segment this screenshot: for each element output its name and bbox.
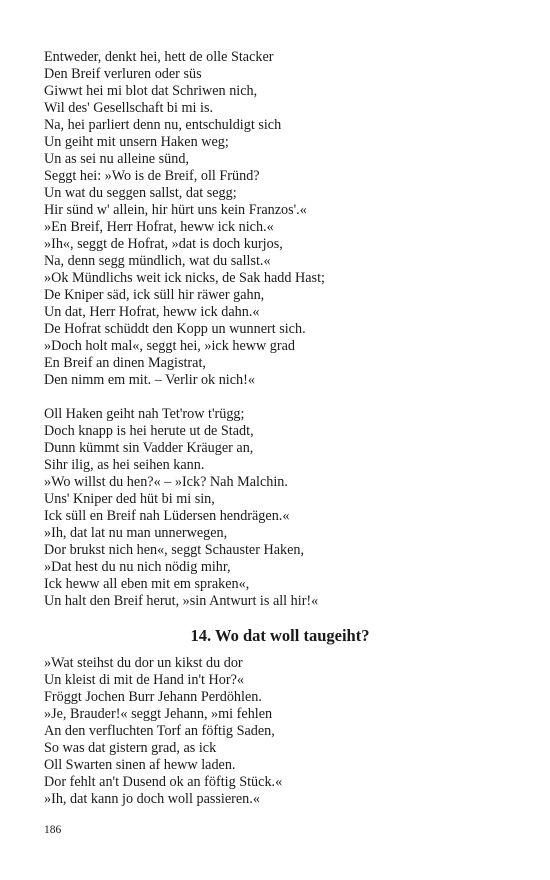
verse-line: »Doch holt mal«, seggt hei, »ick heww grad bbox=[44, 338, 295, 354]
stanza-gap bbox=[44, 389, 514, 406]
verse-line: Ick süll en Breif nah Lüdersen hendrägen.« bbox=[44, 508, 290, 524]
verse-line: »Ih«, seggt de Hofrat, »dat is doch kurjos, bbox=[44, 236, 283, 252]
verse-line: »Wo willst du hen?« – »Ick? Nah Malchin. bbox=[44, 474, 288, 490]
verse-line: Entweder, denkt hei, hett de olle Stacker bbox=[44, 49, 274, 65]
verse-line: Seggt hei: »Wo is de Breif, oll Fründ? bbox=[44, 168, 260, 184]
verse-line: Den nimm em mit. – Verlir ok nich!« bbox=[44, 372, 255, 388]
verse-line: »En Breif, Herr Hofrat, heww ick nich.« bbox=[44, 219, 274, 235]
verse-line: Dor fehlt an't Dusend ok an föftig Stück.« bbox=[44, 774, 283, 790]
verse-line: Oll Haken geiht nah Tet'row t'rügg; bbox=[44, 406, 245, 422]
verse-line: »Wat steihst du dor un kikst du dor bbox=[44, 655, 243, 671]
verse-line: Wil des' Gesellschaft bi mi is. bbox=[44, 100, 214, 116]
verse-line: Sihr ilig, as hei seihen kann. bbox=[44, 457, 205, 473]
verse-line: De Kniper säd, ick süll hir räwer gahn, bbox=[44, 287, 265, 303]
verse-line: »Je, Brauder!« seggt Jehann, »mi fehlen bbox=[44, 706, 273, 722]
verse-line: Un dat, Herr Hofrat, heww ick dahn.« bbox=[44, 304, 260, 320]
verse-line: Giwwt hei mi blot dat Schriwen nich, bbox=[44, 83, 258, 99]
verse-line: Un wat du seggen sallst, dat segg; bbox=[44, 185, 237, 201]
verse-line: »Ih, dat kann jo doch woll passieren.« bbox=[44, 791, 260, 807]
verse-line: De Hofrat schüddt den Kopp un wunnert sich. bbox=[44, 321, 306, 337]
verse-line: So was dat gistern grad, as ick bbox=[44, 740, 217, 756]
verse-line: Oll Swarten sinen af heww laden. bbox=[44, 757, 236, 773]
verse-line: En Breif an dinen Magistrat, bbox=[44, 355, 206, 371]
page-number: 186 bbox=[44, 824, 62, 836]
stanza-3 bbox=[44, 655, 514, 808]
verse-line: Ick heww all eben mit em spraken«, bbox=[44, 576, 250, 592]
verse-line: Dunn kümmt sin Vadder Kräuger an, bbox=[44, 440, 254, 456]
verse-line: Na, denn segg mündlich, wat du sallst.« bbox=[44, 253, 271, 269]
verse-line: Dor brukst nich hen«, seggt Schauster Haken, bbox=[44, 542, 305, 558]
verse-line: Un kleist di mit de Hand in't Hor?« bbox=[44, 672, 244, 688]
verse-line: Na, hei parliert denn nu, entschuldigt sich bbox=[44, 117, 282, 133]
verse-line: Un geiht mit unsern Haken weg; bbox=[44, 134, 229, 150]
stanza-2 bbox=[44, 406, 514, 610]
stanza-1 bbox=[44, 49, 514, 389]
verse-line: Uns' Kniper ded hüt bi mi sin, bbox=[44, 491, 215, 507]
section-heading: 14. Wo dat woll taugeiht? bbox=[190, 626, 370, 645]
verse-line: »Dat hest du nu nich nödig mihr, bbox=[44, 559, 231, 575]
verse-line: Den Breif verluren oder süs bbox=[44, 66, 202, 82]
verse-line: An den verfluchten Torf an föftig Saden, bbox=[44, 723, 275, 739]
verse-line: Doch knapp is hei herute ut de Stadt, bbox=[44, 423, 254, 439]
verse-line: Un halt den Breif herut, »sin Antwurt is all hir!« bbox=[44, 593, 319, 609]
verse-line: Hir sünd w' allein, hir hürt uns kein Franzos'.« bbox=[44, 202, 307, 218]
verse-line: »Ok Mündlichs weit ick nicks, de Sak hadd Hast; bbox=[44, 270, 325, 286]
verse-line: »Ih, dat lat nu man unnerwegen, bbox=[44, 525, 228, 541]
verse-line: Fröggt Jochen Burr Jehann Perdöhlen. bbox=[44, 689, 262, 705]
page-body bbox=[44, 49, 514, 808]
verse-line: Un as sei nu alleine sünd, bbox=[44, 151, 189, 167]
